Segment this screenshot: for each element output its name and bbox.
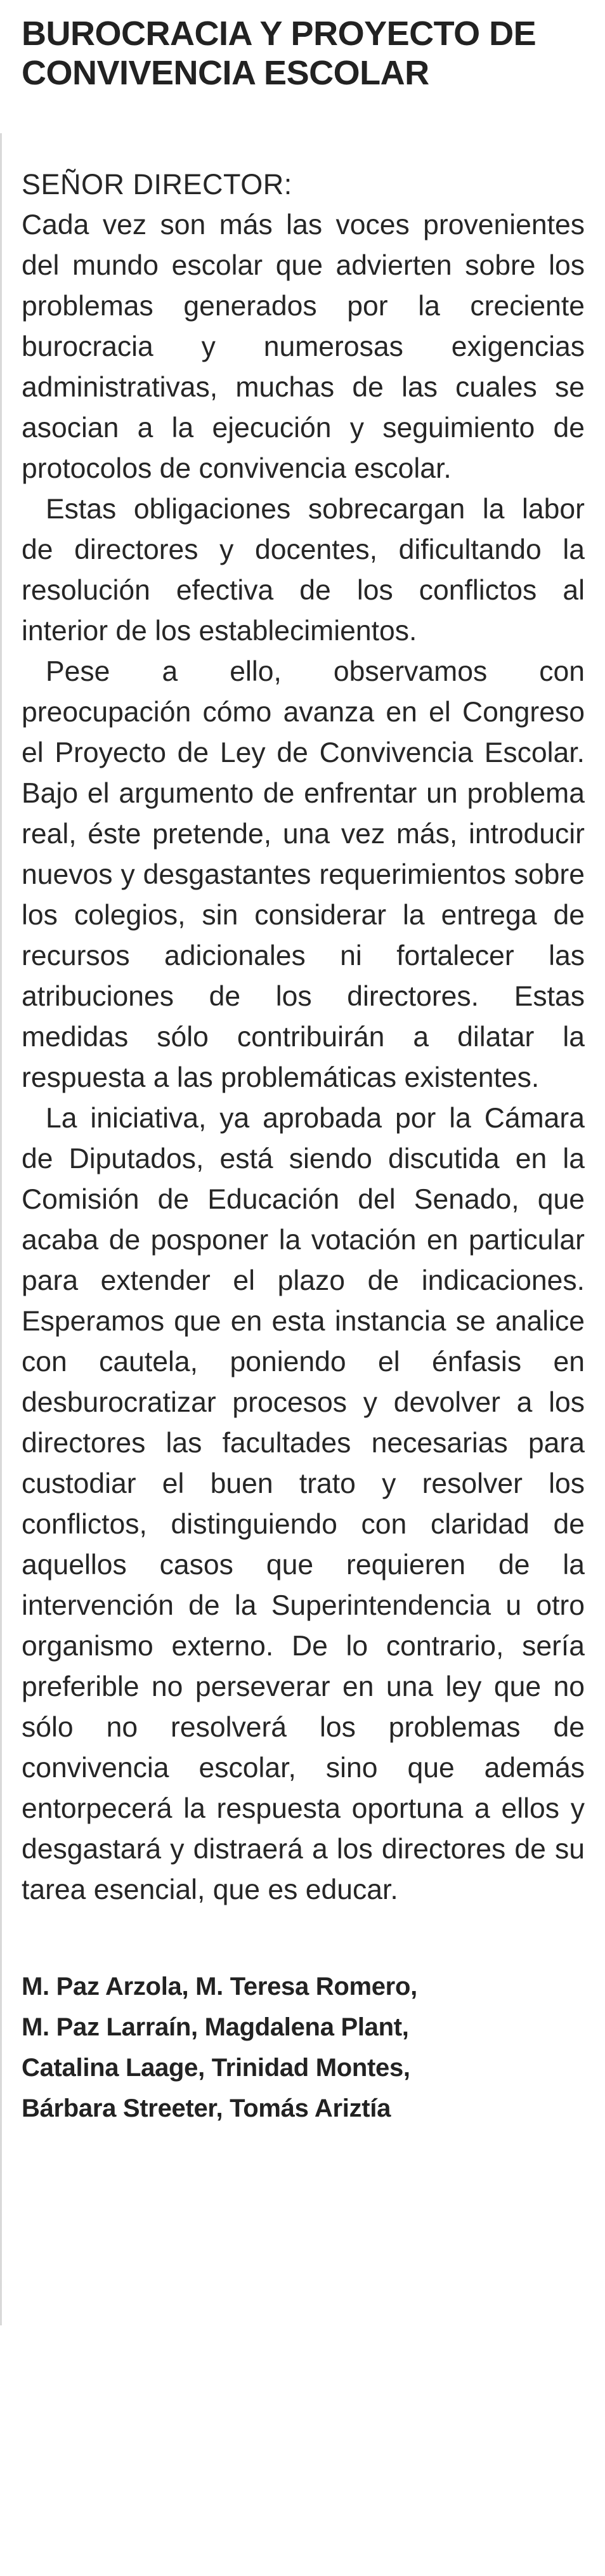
signature-line: M. Paz Larraín, Magdalena Plant, [22,2013,409,2041]
article-headline: BUROCRACIA Y PROYECTO DE CONVIVENCIA ESCOLAR [22,15,537,92]
signatures [22,1966,585,2129]
paragraph-1: Cada vez son más las voces provenientes del mundo escolar que advierten sobre los problemas generados por la creciente burocracia y numerosas exigencias administrativas, muchas de las cuales se asocian a la ejecución y seguimiento de protocolos de convivencia escolar. [22,209,585,484]
signature-line: Bárbara Streeter, Tomás Ariztía [22,2094,391,2122]
letter-column [22,14,585,2129]
paragraph-4: La iniciativa, ya aprobada por la Cámara de Diputados, está siendo discutida en la Comisión de Educación del Senado, que acaba de posponer la votación en particular para extender el plazo de indicaciones. Esperamos que en esta instancia se analice con cautela, poniendo el énfasis en desburocratizar procesos y devolver a los directores las facultades necesarias para custodiar el buen trato y resolver los conflictos, distinguiendo con claridad de aquellos casos que requieren de la intervención de la Superintendencia u otro organismo externo. De lo contrario, sería preferible no perseverar en una ley que no sólo no resolverá los problemas de convivencia escolar, sino que además entorpecerá la respuesta oportuna a ellos y desgastará y distraerá a los directores de su tarea esencial, que es educar. [22,1103,585,1905]
signature-line: Catalina Laage, Trinidad Montes, [22,2054,410,2082]
salutation: SEÑOR DIRECTOR: [22,168,292,200]
column-rule [0,133,2,2325]
paragraph-2: Estas obligaciones sobrecargan la labor de directores y docentes, dificultando la resolución efectiva de los conflictos al interior de los establecimientos. [22,494,585,647]
signature-line: M. Paz Arzola, M. Teresa Romero, [22,1973,417,2001]
paragraph-3: Pese a ello, observamos con preocupación cómo avanza en el Congreso el Proyecto de Ley de Convivencia Escolar. Bajo el argumento de enfrentar un problema real, éste pretende, una vez más, introducir nuevos y desgastantes requerimientos sobre los colegios, sin considerar la entrega de recursos adicionales ni fortalecer las atribuciones de los directores. Estas medidas sólo contribuirán a dilatar la respuesta a las problemáticas existentes. [22,656,585,1093]
